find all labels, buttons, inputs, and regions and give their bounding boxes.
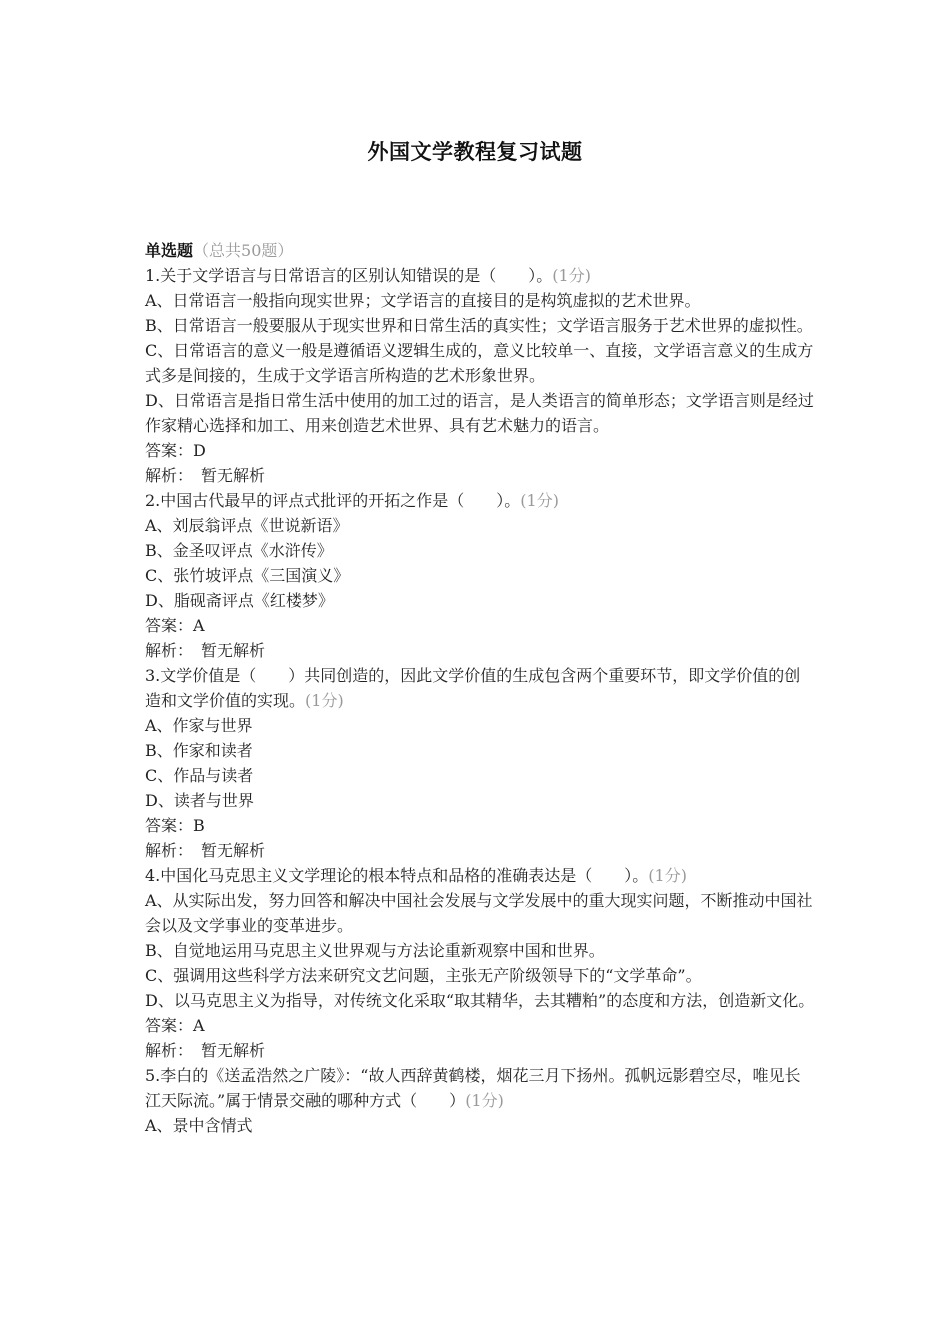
analysis-line: 解析： 暂无解析 bbox=[145, 1041, 266, 1060]
option-item: A、作家与世界 bbox=[145, 716, 253, 735]
option-item: B、日常语言一般要服从于现实世界和日常生活的真实性；文学语言服务于艺术世界的虚拟性。 bbox=[145, 316, 813, 335]
question-score: (1分) bbox=[648, 866, 687, 885]
analysis-line: 解析： 暂无解析 bbox=[145, 641, 266, 660]
answer-line: 答案：D bbox=[145, 441, 206, 460]
option-item: A、景中含情式 bbox=[145, 1116, 253, 1135]
question-stem: 4.中国化马克思主义文学理论的根本特点和品格的准确表达是（ ）。(1分) bbox=[145, 866, 687, 885]
answer-line: 答案：A bbox=[145, 1016, 205, 1035]
question-score: (1分) bbox=[552, 266, 591, 285]
option-item: D、以马克思主义为指导，对传统文化采取“取其精华，去其糟粕”的态度和方法，创造新文化。 bbox=[145, 991, 815, 1010]
analysis-line: 解析： 暂无解析 bbox=[145, 841, 266, 860]
option-item: C、日常语言的意义一般是遵循语义逻辑生成的，意义比较单一、直接，文学语言意义的生成方式多是间接的，生成于文学语言所构造的艺术形象世界。 bbox=[145, 341, 814, 385]
option-item: B、自觉地运用马克思主义世界观与方法论重新观察中国和世界。 bbox=[145, 941, 605, 960]
option-item: A、从实际出发，努力回答和解决中国社会发展与文学发展中的重大现实问题，不断推动中国社会以及文学事业的变革进步。 bbox=[145, 891, 813, 935]
section-label: 单选题 bbox=[145, 241, 194, 260]
question-stem: 5.李白的《送孟浩然之广陵》：“故人西辞黄鹤楼，烟花三月下扬州。孤帆远影碧空尽，唯见长江天际流。”属于情景交融的哪种方式（ ）(1分) bbox=[145, 1066, 801, 1110]
option-item: D、日常语言是指日常生活中使用的加工过的语言，是人类语言的简单形态；文学语言则是经过作家精心选择和加工、用来创造艺术世界、具有艺术魅力的语言。 bbox=[145, 391, 814, 435]
analysis-line: 解析： 暂无解析 bbox=[145, 466, 266, 485]
option-item: A、日常语言一般指向现实世界；文学语言的直接目的是构筑虚拟的艺术世界。 bbox=[145, 291, 701, 310]
question-list bbox=[145, 238, 815, 1138]
option-item: B、作家和读者 bbox=[145, 741, 253, 760]
option-item: B、金圣叹评点《水浒传》 bbox=[145, 541, 333, 560]
question-score: (1分) bbox=[465, 1091, 504, 1110]
section-count: （总共50题） bbox=[193, 241, 294, 260]
document-title: 外国文学教程复习试题 bbox=[367, 139, 583, 164]
question-score: (1分) bbox=[305, 691, 344, 710]
answer-line: 答案：B bbox=[145, 816, 205, 835]
option-item: A、刘辰翁评点《世说新语》 bbox=[145, 516, 349, 535]
section-heading bbox=[145, 238, 815, 263]
option-item: C、作品与读者 bbox=[145, 766, 254, 785]
question-stem: 2.中国古代最早的评点式批评的开拓之作是（ ）。(1分) bbox=[145, 491, 559, 510]
option-item: C、张竹坡评点《三国演义》 bbox=[145, 566, 350, 585]
question-stem: 3.文学价值是（ ）共同创造的，因此文学价值的生成包含两个重要环节，即文学价值的创造和文学价值的实现。(1分) bbox=[145, 666, 801, 710]
answer-line: 答案：A bbox=[145, 616, 205, 635]
question-stem: 1.关于文学语言与日常语言的区别认知错误的是（ ）。(1分) bbox=[145, 266, 591, 285]
option-item: C、强调用这些科学方法来研究文艺问题，主张无产阶级领导下的“文学革命”。 bbox=[145, 966, 702, 985]
option-item: D、脂砚斋评点《红楼梦》 bbox=[145, 591, 334, 610]
question-score: (1分) bbox=[520, 491, 559, 510]
option-item: D、读者与世界 bbox=[145, 791, 254, 810]
